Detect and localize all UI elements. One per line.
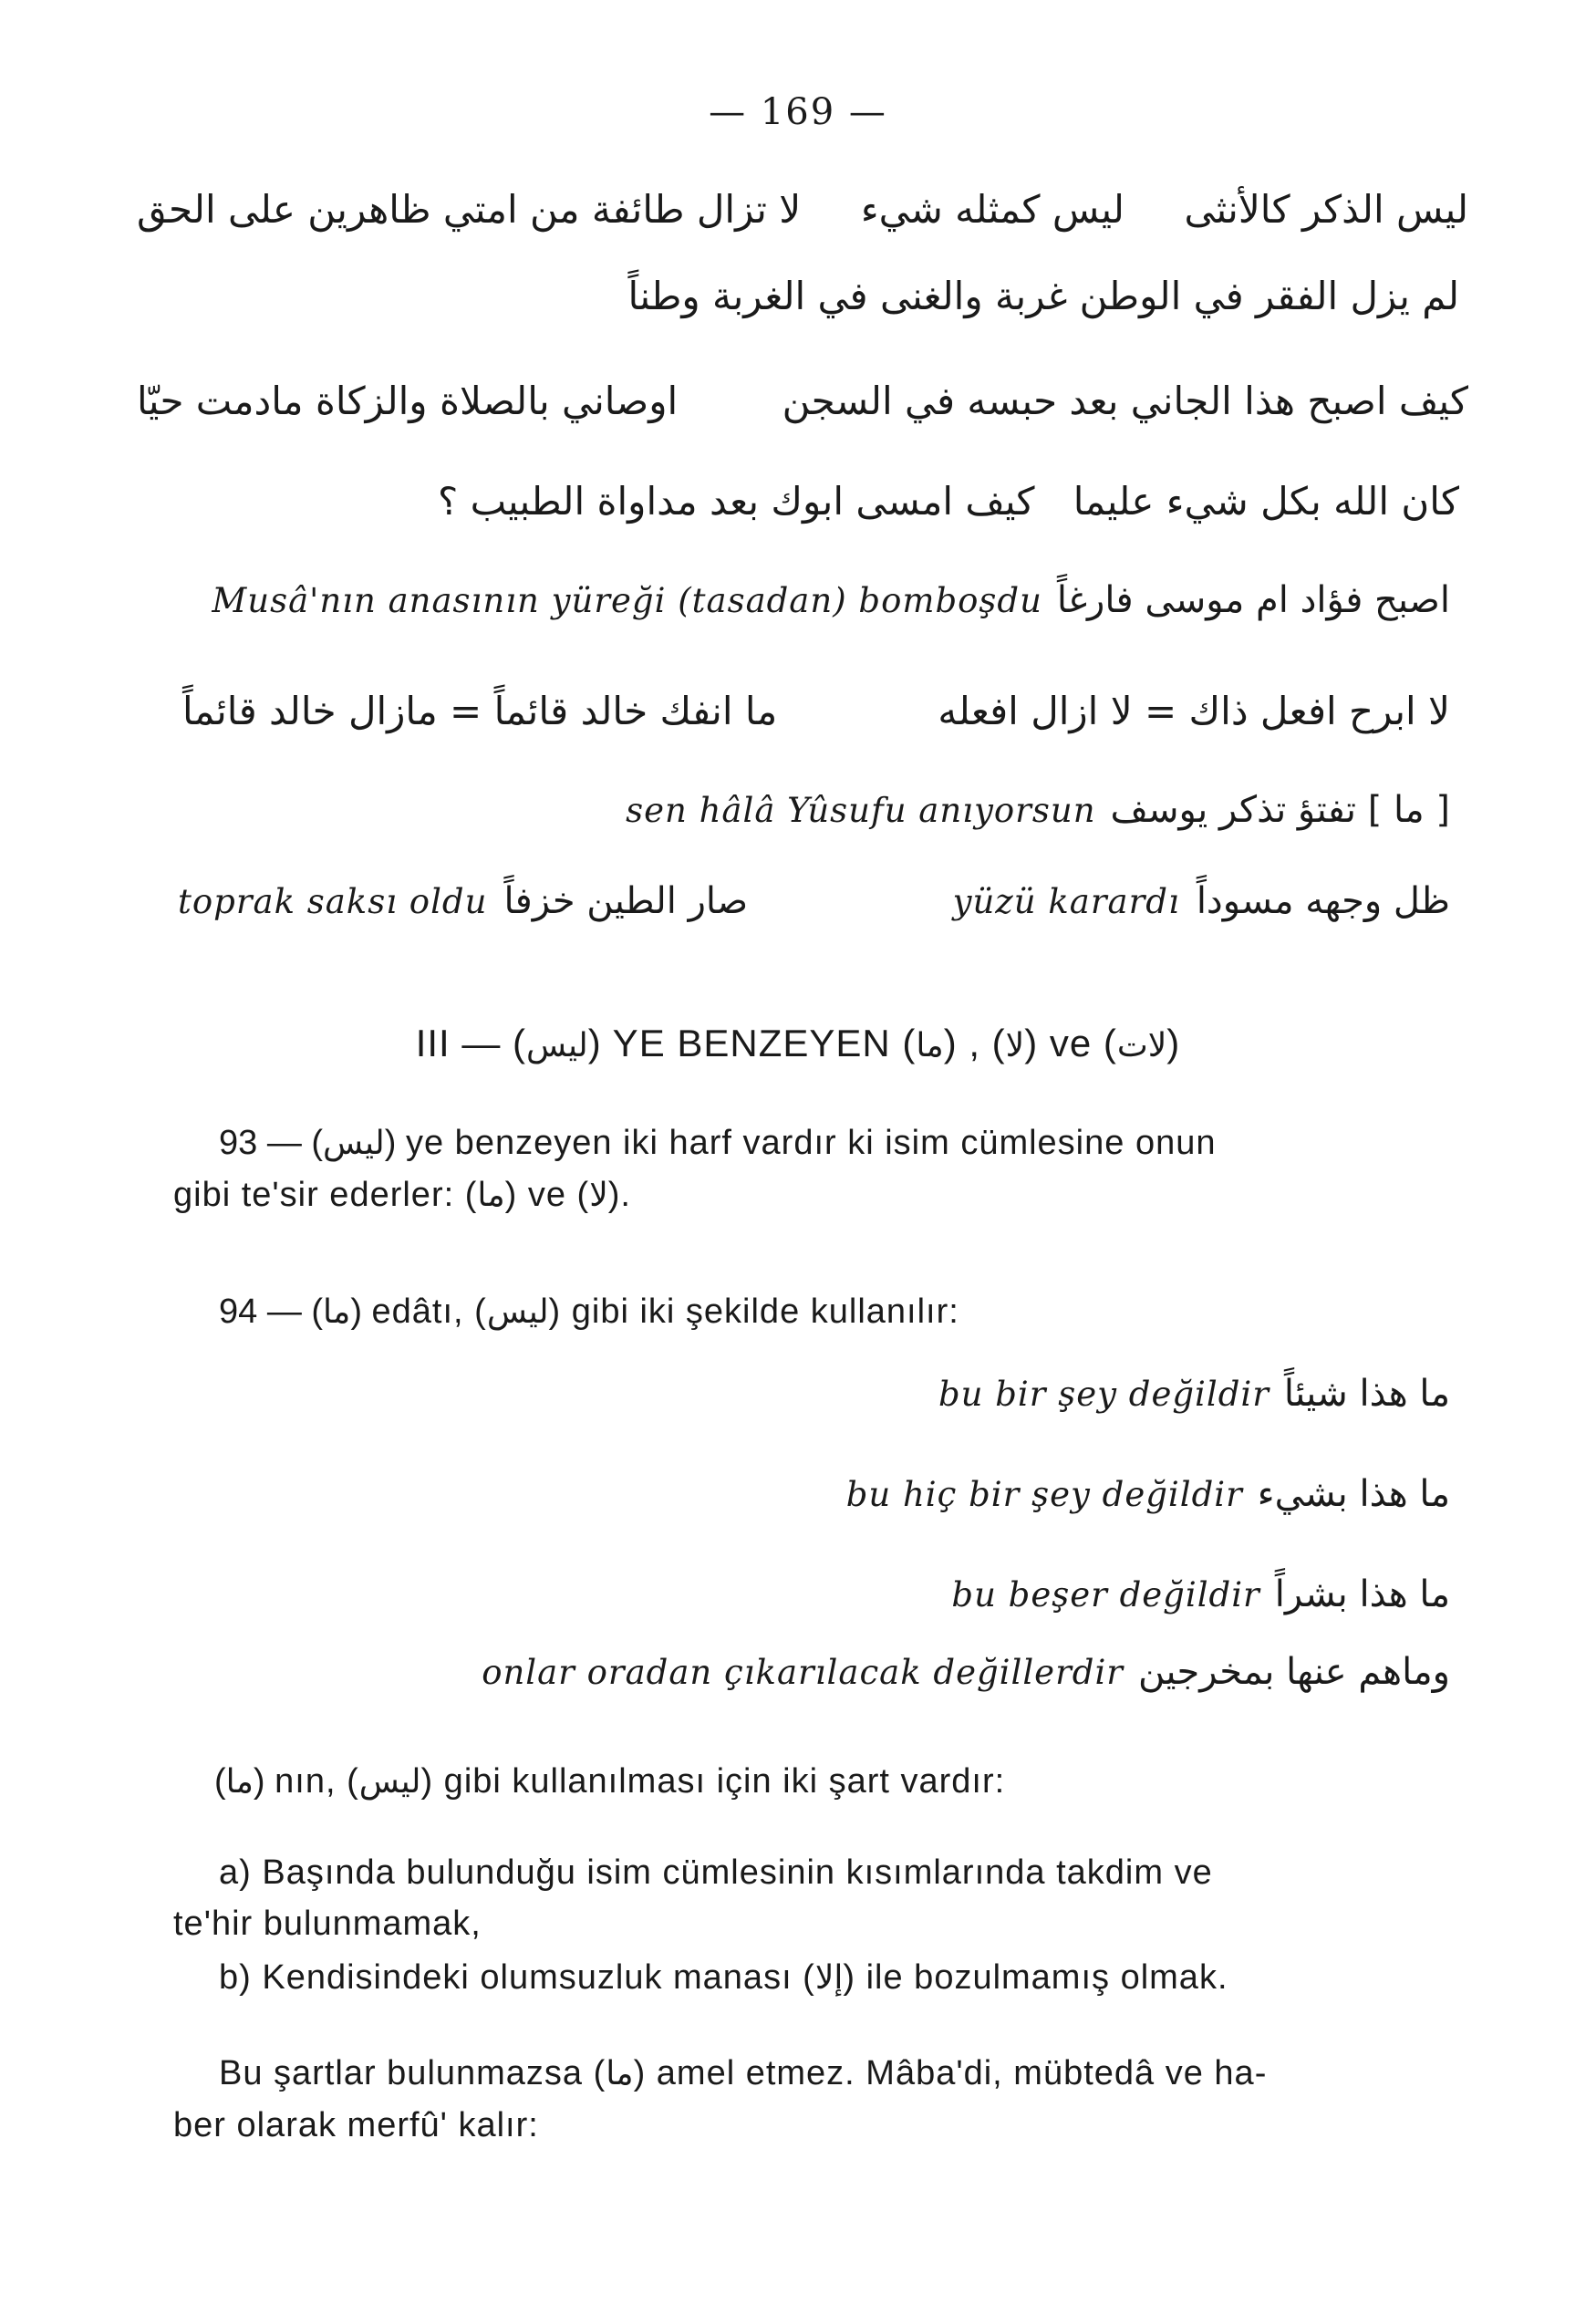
heading-text: ) YE BENZEYEN ( — [587, 1022, 917, 1064]
arabic-phrase: كيف امسى ابوك بعد مداواة الطبيب ؟ — [438, 479, 1035, 524]
para-text: te'hir bulunmamak, — [173, 1905, 482, 1943]
ma-example-3 — [137, 1573, 1450, 1615]
para-arabic: ليس — [486, 1293, 549, 1331]
para-text: ) ve ( — [504, 1176, 590, 1214]
turkish-translation: toprak saksı oldu — [178, 881, 488, 921]
para-text: a) Başında bulunduğu isim cümlesinin kısımlarında takdim ve — [219, 1853, 1213, 1892]
para-text: ) amel etmez. Mâba'di, mübtedâ ve ha- — [633, 2054, 1268, 2092]
arabic-phrase: ما انفك خالد قائماً = مازال خالد قائماً — [182, 689, 778, 733]
example-zill-sara — [178, 880, 1450, 922]
heading-text: ) , ( — [943, 1022, 1006, 1064]
para-arabic: لا — [589, 1177, 608, 1214]
arabic-sentence: ما هذا بشراً — [1274, 1573, 1450, 1615]
arabic-sentence: وماهم عنها بمخرجين — [1137, 1651, 1450, 1693]
para-arabic: ليس — [323, 1125, 385, 1162]
turkish-translation: sen hâlâ Yûsufu anıyorsun — [626, 790, 1096, 830]
para-text: Bu şartlar bulunmazsa ( — [219, 2054, 606, 2092]
para-text: 93 — ( — [219, 1124, 324, 1162]
turkish-translation: bu bir şey değildir — [938, 1374, 1270, 1414]
para-text: ). — [607, 1176, 631, 1214]
arabic-sentence: [ ما ] تفتؤ تذكر يوسف — [1110, 789, 1450, 831]
section-heading — [0, 1022, 1596, 1065]
heading-text: III — ( — [415, 1022, 527, 1064]
arabic-sentence: صار الطين خزفاً — [503, 880, 749, 922]
paragraph-94 — [173, 1286, 1459, 1338]
heading-arabic: لات — [1116, 1027, 1167, 1064]
heading-arabic: لا — [1005, 1027, 1025, 1064]
conditions-intro — [214, 1756, 1500, 1808]
turkish-translation: Musâ'nın anasının yüreği (tasadan) bomboşdu — [212, 580, 1042, 620]
para-text: ) nın, ( — [253, 1762, 359, 1801]
para-text: ber olarak merfû' kalır: — [173, 2106, 539, 2144]
para-arabic: ما — [477, 1177, 505, 1214]
example-pair-sara — [178, 880, 748, 922]
para-text: ) edâtı, ( — [350, 1292, 487, 1331]
heading-text: ) ve ( — [1024, 1022, 1117, 1064]
ma-example-2 — [137, 1473, 1450, 1515]
arabic-phrase: كيف اصبح هذا الجاني بعد حبسه في السجن — [782, 379, 1468, 423]
arabic-line-4 — [438, 479, 1459, 524]
para-text: ) ye benzeyen iki harf vardır ki isim cümlesine onun — [384, 1124, 1217, 1162]
arabic-sentence: اصبح فؤاد ام موسى فارغاً — [1056, 579, 1450, 621]
paragraph-93 — [173, 1117, 1459, 1221]
example-musa — [137, 579, 1450, 621]
arabic-phrase: لم يزل الفقر في الوطن غربة والغنى في الغربة وطناً — [627, 274, 1459, 318]
example-yusuf — [137, 789, 1450, 831]
turkish-translation: bu beşer değildir — [951, 1574, 1260, 1614]
heading-arabic: ما — [916, 1027, 944, 1064]
arabic-phrase: لا تزال طائفة من امتي ظاهرين على الحق — [137, 187, 802, 232]
para-arabic: ما — [225, 1763, 254, 1801]
arabic-sentence: ما هذا بشيء — [1257, 1473, 1450, 1515]
condition-a — [173, 1847, 1459, 1949]
arabic-phrase: كان الله بكل شيء عليما — [1073, 479, 1459, 524]
para-text: ) gibi kullanılması için iki şart vardır: — [420, 1762, 1006, 1801]
para-text: ) gibi iki şekilde kullanılır: — [548, 1292, 959, 1331]
arabic-sentence: ما هذا شيئاً — [1283, 1373, 1450, 1415]
arabic-line-2 — [584, 274, 1459, 318]
turkish-translation: onlar oradan çıkarılacak değillerdir — [482, 1652, 1124, 1692]
arabic-phrase: لا ابرح افعل ذاك = لا ازال افعله — [938, 689, 1450, 733]
para-arabic: إلا — [814, 1959, 844, 1997]
para-text: ) ile bozulmamış olmak. — [843, 1958, 1228, 1997]
condition-b — [173, 1952, 1459, 2004]
para-text: b) Kendisindeki olumsuzluk manası ( — [219, 1958, 815, 1997]
final-paragraph — [173, 2048, 1459, 2151]
para-text: gibi te'sir ederler: ( — [173, 1176, 478, 1214]
para-arabic: ما — [323, 1293, 351, 1331]
para-arabic: ليس — [358, 1763, 421, 1801]
example-baraha — [182, 689, 1450, 733]
arabic-phrase: اوصاني بالصلاة والزكاة مادمت حيّا — [137, 379, 679, 423]
page-number: — 169 — — [709, 91, 887, 133]
ma-example-4 — [137, 1651, 1450, 1693]
para-text: 94 — ( — [219, 1292, 324, 1331]
turkish-translation: yüzü karardı — [952, 881, 1180, 921]
arabic-line-3 — [137, 379, 1468, 423]
para-text: ( — [214, 1762, 226, 1801]
arabic-line-1 — [137, 187, 1468, 232]
arabic-phrase: ليس الذكر كالأنثى — [1184, 187, 1468, 232]
heading-text: ) — [1166, 1022, 1181, 1064]
example-pair-zill — [953, 880, 1450, 922]
ma-example-1 — [137, 1373, 1450, 1415]
heading-arabic: ليس — [526, 1027, 588, 1064]
turkish-translation: bu hiç bir şey değildir — [845, 1474, 1243, 1514]
arabic-sentence: ظل وجهه مسوداً — [1196, 880, 1450, 922]
para-arabic: ما — [606, 2055, 634, 2092]
arabic-phrase: ليس كمثله شيء — [860, 187, 1124, 232]
